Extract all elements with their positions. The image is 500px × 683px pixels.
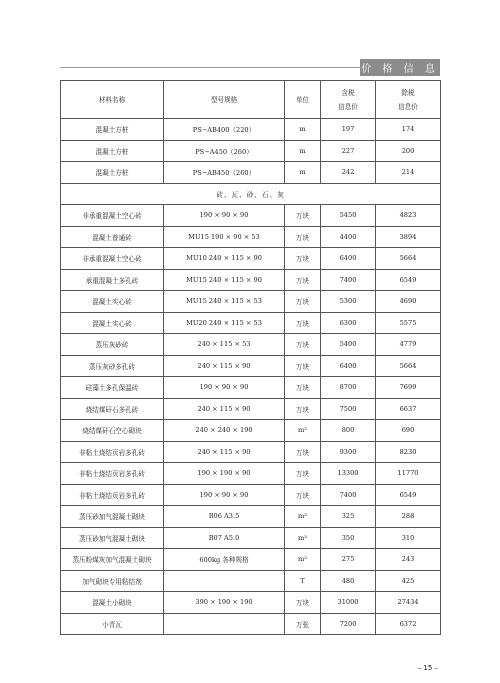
cell-material-name: 混凝土实心砖: [61, 312, 164, 334]
cell-spec: [164, 570, 285, 592]
cell-spec: MU10 240 × 115 × 90: [164, 248, 285, 270]
table-row: [61, 484, 441, 506]
cell-spec: 190 × 190 × 90: [164, 463, 285, 485]
cell-spec: 240 × 115 × 90: [164, 441, 285, 463]
cell-tax-inclusive-price: 5400: [321, 334, 376, 356]
table-row: [61, 398, 441, 420]
cell-tax-exclusive-price: 174: [376, 119, 441, 141]
cell-spec: [164, 613, 285, 635]
cell-spec: 240 × 115 × 90: [164, 355, 285, 377]
cell-tax-inclusive-price: 5450: [321, 205, 376, 227]
table-row: [61, 377, 441, 399]
cell-tax-inclusive-price: 13300: [321, 463, 376, 485]
cell-tax-exclusive-price: 3894: [376, 226, 441, 248]
cell-tax-exclusive-price: 5575: [376, 312, 441, 334]
cell-unit: 万块: [285, 205, 321, 227]
page-number: – 15 –: [417, 664, 438, 672]
table-row: [61, 291, 441, 313]
cell-material-name: 混凝土方桩: [61, 119, 164, 141]
cell-tax-exclusive-price: 243: [376, 549, 441, 571]
cell-material-name: 混凝土实心砖: [61, 291, 164, 313]
table-row: [61, 119, 441, 141]
table-row: [61, 226, 441, 248]
header-tax-inclusive-line2: 信息价: [338, 102, 358, 111]
cell-tax-exclusive-price: 4823: [376, 205, 441, 227]
cell-material-name: 混凝土方桩: [61, 162, 164, 184]
table-row: [61, 506, 441, 528]
cell-material-name: 蒸压灰砂多孔砖: [61, 355, 164, 377]
cell-unit: m³: [285, 506, 321, 528]
cell-tax-exclusive-price: 310: [376, 527, 441, 549]
cell-tax-exclusive-price: 690: [376, 420, 441, 442]
cell-unit: 万块: [285, 269, 321, 291]
cell-material-name: 混凝土普通砖: [61, 226, 164, 248]
cell-unit: 万块: [285, 355, 321, 377]
cell-material-name: 烧结煤矸石多孔砖: [61, 398, 164, 420]
cell-tax-exclusive-price: 8230: [376, 441, 441, 463]
cell-spec: MU15 240 × 115 × 90: [164, 269, 285, 291]
cell-unit: 万块: [285, 248, 321, 270]
cell-tax-inclusive-price: 242: [321, 162, 376, 184]
table-row: [61, 334, 441, 356]
cell-material-name: 承重混凝土多孔砖: [61, 269, 164, 291]
cell-tax-inclusive-price: 6300: [321, 312, 376, 334]
cell-tax-inclusive-price: 325: [321, 506, 376, 528]
cell-spec: MU15 240 × 115 × 53: [164, 291, 285, 313]
cell-tax-exclusive-price: 288: [376, 506, 441, 528]
cell-spec: B07 A5.0: [164, 527, 285, 549]
table-row: [61, 248, 441, 270]
section-title: 砖、瓦、砂、石、灰: [61, 183, 441, 205]
cell-tax-exclusive-price: 27434: [376, 592, 441, 614]
table-row: [61, 205, 441, 227]
cell-unit: 万块: [285, 441, 321, 463]
cell-material-name: 蒸压砂加气混凝土砌块: [61, 527, 164, 549]
cell-spec: 240 × 115 × 53: [164, 334, 285, 356]
cell-tax-inclusive-price: 7400: [321, 269, 376, 291]
table-row: [61, 355, 441, 377]
header-tax-exclusive: [376, 81, 441, 119]
table-row: [61, 312, 441, 334]
cell-tax-inclusive-price: 800: [321, 420, 376, 442]
cell-tax-inclusive-price: 197: [321, 119, 376, 141]
cell-spec: B06 A3.5: [164, 506, 285, 528]
table-row: [61, 613, 441, 635]
header-tax-inclusive: [321, 81, 376, 119]
cell-material-name: 非粘土烧结页岩多孔砖: [61, 463, 164, 485]
cell-material-name: 蒸压灰砂砖: [61, 334, 164, 356]
cell-spec: 190 × 90 × 90: [164, 205, 285, 227]
table-row: [61, 592, 441, 614]
cell-tax-exclusive-price: 6637: [376, 398, 441, 420]
cell-tax-exclusive-price: 6372: [376, 613, 441, 635]
cell-unit: m³: [285, 420, 321, 442]
table-row: [61, 527, 441, 549]
table-row: [61, 140, 441, 162]
cell-unit: 万块: [285, 463, 321, 485]
header-material-name: 材料名称: [61, 81, 164, 119]
cell-tax-inclusive-price: 4400: [321, 226, 376, 248]
table-row: [61, 162, 441, 184]
cell-spec: 600kg 各种规格: [164, 549, 285, 571]
cell-material-name: 加气砌块专用粘结剂: [61, 570, 164, 592]
cell-unit: m: [285, 140, 321, 162]
cell-unit: 万块: [285, 226, 321, 248]
cell-material-name: 混凝土方桩: [61, 140, 164, 162]
header-rule: [60, 67, 360, 68]
cell-material-name: 蒸压粉煤灰加气混凝土砌块: [61, 549, 164, 571]
cell-tax-exclusive-price: 5664: [376, 355, 441, 377]
cell-unit: 万块: [285, 291, 321, 313]
cell-tax-inclusive-price: 7500: [321, 398, 376, 420]
cell-spec: PS−A450（260）: [164, 140, 285, 162]
cell-unit: 万块: [285, 334, 321, 356]
cell-tax-inclusive-price: 5300: [321, 291, 376, 313]
cell-material-name: 蒸压砂加气混凝土砌块: [61, 506, 164, 528]
cell-tax-exclusive-price: 7699: [376, 377, 441, 399]
cell-tax-inclusive-price: 6400: [321, 248, 376, 270]
section-row: [61, 183, 441, 205]
header-unit: 单位: [285, 81, 321, 119]
cell-unit: T: [285, 570, 321, 592]
cell-unit: m: [285, 162, 321, 184]
cell-unit: m: [285, 119, 321, 141]
cell-tax-inclusive-price: 275: [321, 549, 376, 571]
header-spec: 型号规格: [164, 81, 285, 119]
cell-spec: 190 × 90 × 90: [164, 377, 285, 399]
cell-unit: 万张: [285, 613, 321, 635]
cell-spec: PS−AB450（260）: [164, 162, 285, 184]
cell-tax-exclusive-price: 4779: [376, 334, 441, 356]
header-tax-inclusive-line1: 含税: [341, 88, 355, 97]
table-row: [61, 463, 441, 485]
cell-spec: MU15 190 × 90 × 53: [164, 226, 285, 248]
cell-unit: 万块: [285, 484, 321, 506]
cell-material-name: 非承重混凝土空心砖: [61, 205, 164, 227]
cell-tax-exclusive-price: 214: [376, 162, 441, 184]
cell-unit: 万块: [285, 592, 321, 614]
cell-spec: 190 × 90 × 90: [164, 484, 285, 506]
table-row: [61, 269, 441, 291]
table-row: [61, 570, 441, 592]
cell-tax-exclusive-price: 4690: [376, 291, 441, 313]
cell-material-name: 非承重混凝土空心砖: [61, 248, 164, 270]
table-row: [61, 420, 441, 442]
cell-tax-inclusive-price: 480: [321, 570, 376, 592]
table-header-row: [61, 81, 441, 119]
cell-spec: 240 × 115 × 90: [164, 398, 285, 420]
cell-unit: 万块: [285, 398, 321, 420]
cell-tax-exclusive-price: 5664: [376, 248, 441, 270]
cell-tax-exclusive-price: 6549: [376, 484, 441, 506]
cell-tax-inclusive-price: 8700: [321, 377, 376, 399]
cell-material-name: 小青瓦: [61, 613, 164, 635]
cell-tax-inclusive-price: 227: [321, 140, 376, 162]
cell-unit: m³: [285, 549, 321, 571]
cell-spec: 240 × 240 × 190: [164, 420, 285, 442]
cell-tax-inclusive-price: 6400: [321, 355, 376, 377]
cell-material-name: 非粘土烧结页岩多孔砖: [61, 441, 164, 463]
cell-tax-exclusive-price: 6549: [376, 269, 441, 291]
cell-tax-inclusive-price: 350: [321, 527, 376, 549]
cell-unit: 万块: [285, 377, 321, 399]
cell-spec: 390 × 190 × 190: [164, 592, 285, 614]
cell-material-name: 硅藻土多孔保温砖: [61, 377, 164, 399]
table-body: [61, 119, 441, 635]
cell-tax-inclusive-price: 7200: [321, 613, 376, 635]
cell-tax-inclusive-price: 7400: [321, 484, 376, 506]
cell-spec: PS−AB400（220）: [164, 119, 285, 141]
cell-unit: 万块: [285, 312, 321, 334]
section-banner: 价 格 信 息: [360, 59, 440, 76]
cell-tax-inclusive-price: 31000: [321, 592, 376, 614]
cell-unit: m³: [285, 527, 321, 549]
header-tax-exclusive-line2: 信息价: [398, 102, 418, 111]
cell-tax-inclusive-price: 9300: [321, 441, 376, 463]
cell-tax-exclusive-price: 11770: [376, 463, 441, 485]
cell-material-name: 非粘土烧结页岩多孔砖: [61, 484, 164, 506]
cell-material-name: 混凝土小砌块: [61, 592, 164, 614]
header-tax-exclusive-line1: 除税: [401, 88, 415, 97]
cell-material-name: 烧结煤矸石空心砌块: [61, 420, 164, 442]
table-row: [61, 549, 441, 571]
cell-tax-exclusive-price: 200: [376, 140, 441, 162]
table-row: [61, 441, 441, 463]
cell-spec: MU20 240 × 115 × 53: [164, 312, 285, 334]
price-table: [60, 80, 441, 635]
cell-tax-exclusive-price: 425: [376, 570, 441, 592]
